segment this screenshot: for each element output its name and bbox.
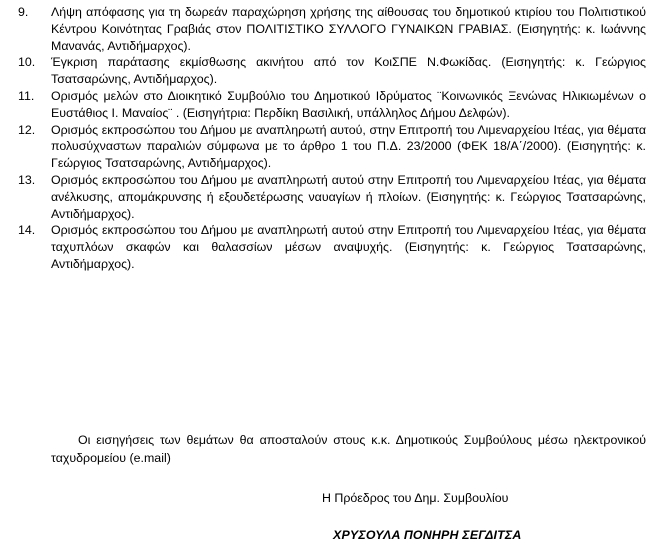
item-text: Ορισμός μελών στο Διοικητικό Συμβούλιο του Δημοτικού Ιδρύματος ¨Κοινωνικός Ξενώνας Ηλικιωμένων ο Ευστάθιος Ι. Μαναίος¨ . (Εισηγήτρια: Περδίκη Βασιλική, υπάλληλος Δήμου Δελφών).	[51, 88, 646, 120]
agenda-item-10	[18, 54, 646, 88]
closing-note: Οι εισηγήσεις των θεμάτων θα αποσταλούν στους κ.κ. Δημοτικούς Συμβούλους μέσω ηλεκτρονικού ταχυδρομείου (e.mail)	[51, 433, 646, 466]
item-text: Ορισμός εκπροσώπου του Δήμου με αναπληρωτή αυτού στην Επιτροπή του Λιμεναρχείου Ιτέας, για θέματα ταχυπλόων σκαφών και θαλασσίων μέσων αναψυχής. (Εισηγητής: κ. Γεώργιος Τσατσαρώνης, Αντιδήμαρχος).	[51, 223, 646, 271]
item-number: 9.	[18, 5, 29, 19]
item-number: 12.	[18, 122, 36, 137]
item-text: Έγκριση παράτασης εκμίσθωσης ακινήτου από τον ΚοιΣΠΕ Ν.Φωκίδας. (Εισηγητής: κ. Γεώργιος Τσατσαρώνης, Αντιδήμαρχος).	[51, 55, 646, 87]
item-text: Ορισμός εκπροσώπου του Δήμου με αναπληρωτή αυτού στην Επιτροπή του Λιμεναρχείου Ιτέας, για θέματα ανέλκυσης, απομάκρυνσης ή εξουδετέρωσης ναυαγίων ή πλοίων. (Εισηγητής: κ. Γεώργιος Τσατσαρώνης, Αντιδήμαρχος).	[51, 172, 646, 221]
item-text: Λήψη απόφασης για τη δωρεάν παραχώρηση χρήσης της αίθουσας του δημοτικού κτιρίου του Πολιτιστικού Κέντρου Κοινότητας Γραβιάς στον ΠΟΛΙΤΙΣΤΙΚΟ ΣΥΛΛΟΓΟ ΓΥΝΑΙΚΩΝ ΓΡΑΒΙΑΣ. (Εισηγητής: κ. Ιωάννης Μανανάς, Αντιδήμαρχος).	[51, 5, 646, 53]
agenda-list	[18, 4, 646, 273]
item-number: 11.	[18, 88, 35, 103]
agenda-item-12	[18, 122, 646, 172]
agenda-item-11	[18, 88, 646, 122]
item-number: 13.	[18, 172, 36, 187]
agenda-item-13	[18, 172, 646, 222]
signer-role: Η Πρόεδρος του Δημ. Συμβουλίου	[322, 491, 509, 505]
agenda-item-9	[18, 4, 646, 54]
item-number: 14.	[18, 223, 36, 238]
item-number: 10.	[18, 55, 36, 70]
signer-name: ΧΡΥΣΟΥΛΑ ΠΟΝΗΡΗ ΣΕΓΔΙΤΣΑ	[333, 528, 522, 542]
item-text: Ορισμός εκπροσώπου του Δήμου με αναπληρωτή αυτού, στην Επιτροπή του Λιμεναρχείου Ιτέας, για θέματα πολυσύχναστων παραλιών σύμφωνα με το άρθρο 1 του Π.Δ. 23/2000 (ΦΕΚ 18/Α΄/2000). (Εισηγητής: κ. Γεώργιος Τσατσαρώνης, Αντιδήμαρχος).	[51, 122, 646, 171]
agenda-item-14	[18, 222, 646, 272]
